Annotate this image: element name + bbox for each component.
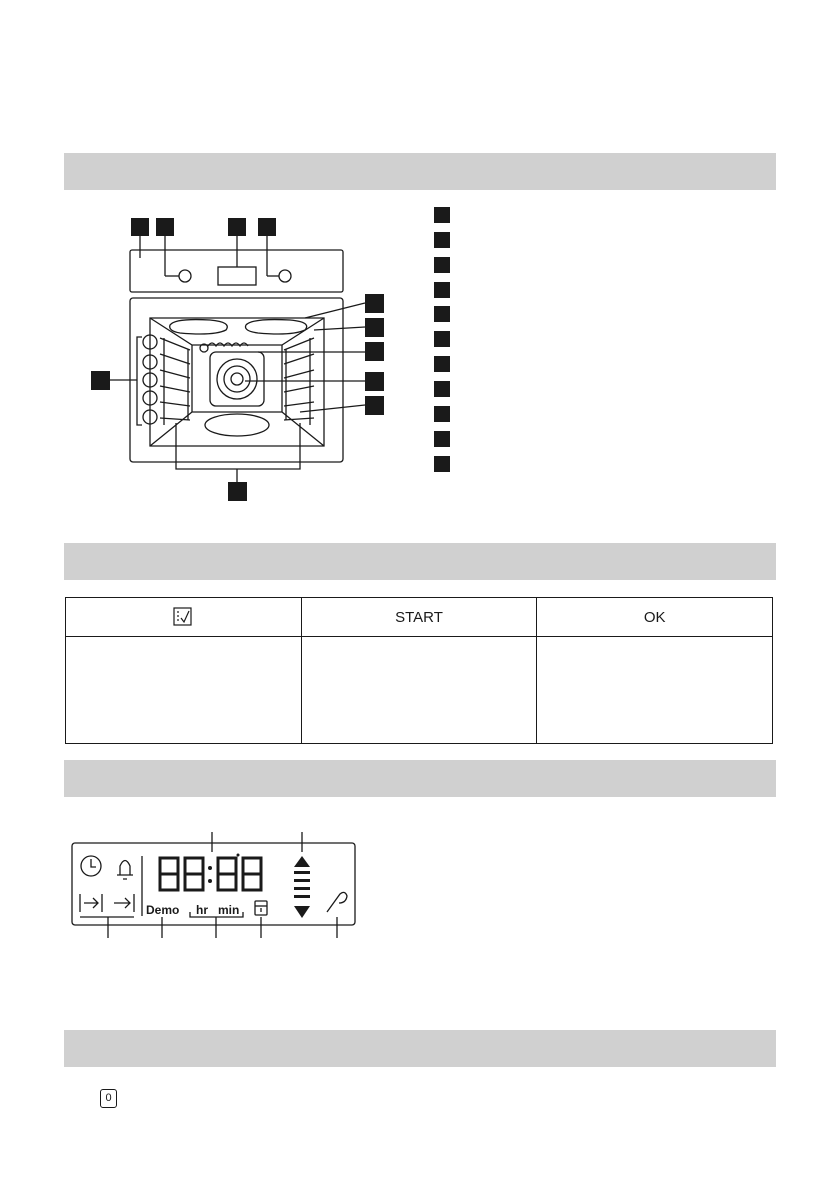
digit-segment <box>218 858 236 890</box>
end-time-icon <box>80 894 102 912</box>
table-header-start: START <box>301 598 537 637</box>
duration-icon <box>114 894 134 912</box>
lock-icon <box>255 901 267 915</box>
arrow-up-icon <box>294 856 310 867</box>
display-demo-label: Demo <box>146 903 180 917</box>
digit-segment <box>185 858 203 890</box>
key-zero: 0 <box>100 1089 117 1108</box>
core-probe-icon <box>327 892 347 912</box>
clock-icon <box>81 856 101 876</box>
display-min-label: min <box>218 903 240 917</box>
digit-segment <box>243 858 261 890</box>
digit-segment <box>160 858 178 890</box>
display-hr-label: hr <box>196 903 208 917</box>
arrow-down-icon <box>294 906 310 918</box>
table-header-ok: OK <box>537 598 773 637</box>
bell-icon <box>117 861 133 880</box>
